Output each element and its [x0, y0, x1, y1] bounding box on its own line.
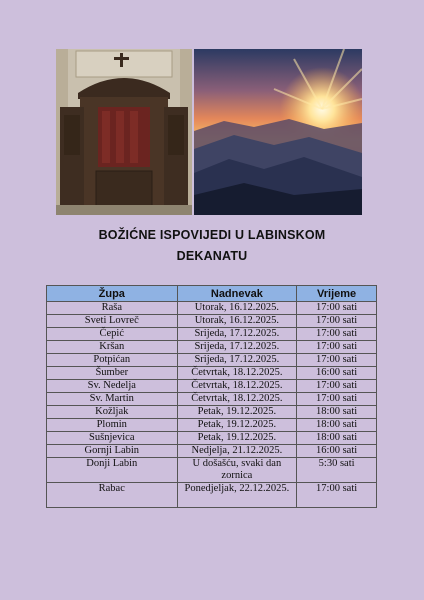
table-row: [47, 341, 377, 354]
date-cell: Petak, 19.12.2025.: [177, 432, 297, 445]
confessional-illustration: [56, 49, 192, 215]
column-header-nadnevak: Nadnevak: [177, 286, 297, 302]
column-header-vrijeme: Vrijeme: [297, 286, 377, 302]
column-header-zupa: Župa: [47, 286, 178, 302]
parish-cell: Šumber: [47, 367, 178, 380]
parish-cell: Kožljak: [47, 406, 178, 419]
time-cell: 5:30 sati: [297, 458, 377, 483]
parish-cell: Plomin: [47, 419, 178, 432]
time-cell: 17:00 sati: [297, 328, 377, 341]
table-row: [47, 393, 377, 406]
table-row: [47, 302, 377, 315]
parish-cell: Čepić: [47, 328, 178, 341]
table-row: [47, 367, 377, 380]
confessional-photo: [56, 49, 192, 215]
page-title-continued: DEKANATU: [176, 249, 248, 263]
sunrise-illustration: [194, 49, 362, 215]
table-row: [47, 483, 377, 508]
parish-cell: Kršan: [47, 341, 178, 354]
table-header-row: [47, 286, 377, 302]
table-row: [47, 328, 377, 341]
parish-cell: Gornji Labin: [47, 445, 178, 458]
table-row: [47, 315, 377, 328]
time-cell: 17:00 sati: [297, 483, 377, 508]
time-cell: 17:00 sati: [297, 315, 377, 328]
date-cell: Četvrtak, 18.12.2025.: [177, 367, 297, 380]
parish-cell: Raša: [47, 302, 178, 315]
parish-cell: Sv. Nedelja: [47, 380, 178, 393]
date-cell: Ponedjeljak, 22.12.2025.: [177, 483, 297, 508]
date-cell: Četvrtak, 18.12.2025.: [177, 380, 297, 393]
time-cell: 17:00 sati: [297, 302, 377, 315]
parish-cell: Sv. Martin: [47, 393, 178, 406]
date-cell: Četvrtak, 18.12.2025.: [177, 393, 297, 406]
time-cell: 16:00 sati: [297, 445, 377, 458]
date-cell: Nedjelja, 21.12.2025.: [177, 445, 297, 458]
table-row: [47, 445, 377, 458]
date-cell: Srijeda, 17.12.2025.: [177, 354, 297, 367]
parish-cell: Sveti Lovreč: [47, 315, 178, 328]
date-cell: Srijeda, 17.12.2025.: [177, 328, 297, 341]
time-cell: 18:00 sati: [297, 432, 377, 445]
date-cell: U došašću, svaki dan zornica: [177, 458, 297, 483]
time-cell: 16:00 sati: [297, 367, 377, 380]
date-cell: Srijeda, 17.12.2025.: [177, 341, 297, 354]
table-row: [47, 432, 377, 445]
date-cell: Utorak, 16.12.2025.: [177, 315, 297, 328]
time-cell: 18:00 sati: [297, 406, 377, 419]
table-row: [47, 458, 377, 483]
time-cell: 18:00 sati: [297, 419, 377, 432]
page-title: BOŽIĆNE ISPOVIJEDI U LABINSKOM: [98, 228, 326, 242]
date-cell: Petak, 19.12.2025.: [177, 419, 297, 432]
header-photos: [56, 49, 362, 215]
time-cell: 17:00 sati: [297, 354, 377, 367]
date-cell: Utorak, 16.12.2025.: [177, 302, 297, 315]
table-row: [47, 380, 377, 393]
sunrise-photo: [194, 49, 362, 215]
time-cell: 17:00 sati: [297, 380, 377, 393]
parish-cell: Potpićan: [47, 354, 178, 367]
table-row: [47, 406, 377, 419]
time-cell: 17:00 sati: [297, 341, 377, 354]
date-cell: Petak, 19.12.2025.: [177, 406, 297, 419]
time-cell: 17:00 sati: [297, 393, 377, 406]
confession-schedule-table: [46, 285, 377, 508]
table-row: [47, 419, 377, 432]
table-row: [47, 354, 377, 367]
parish-cell: Donji Labin: [47, 458, 178, 483]
parish-cell: Rabac: [47, 483, 178, 508]
parish-cell: Sušnjevica: [47, 432, 178, 445]
